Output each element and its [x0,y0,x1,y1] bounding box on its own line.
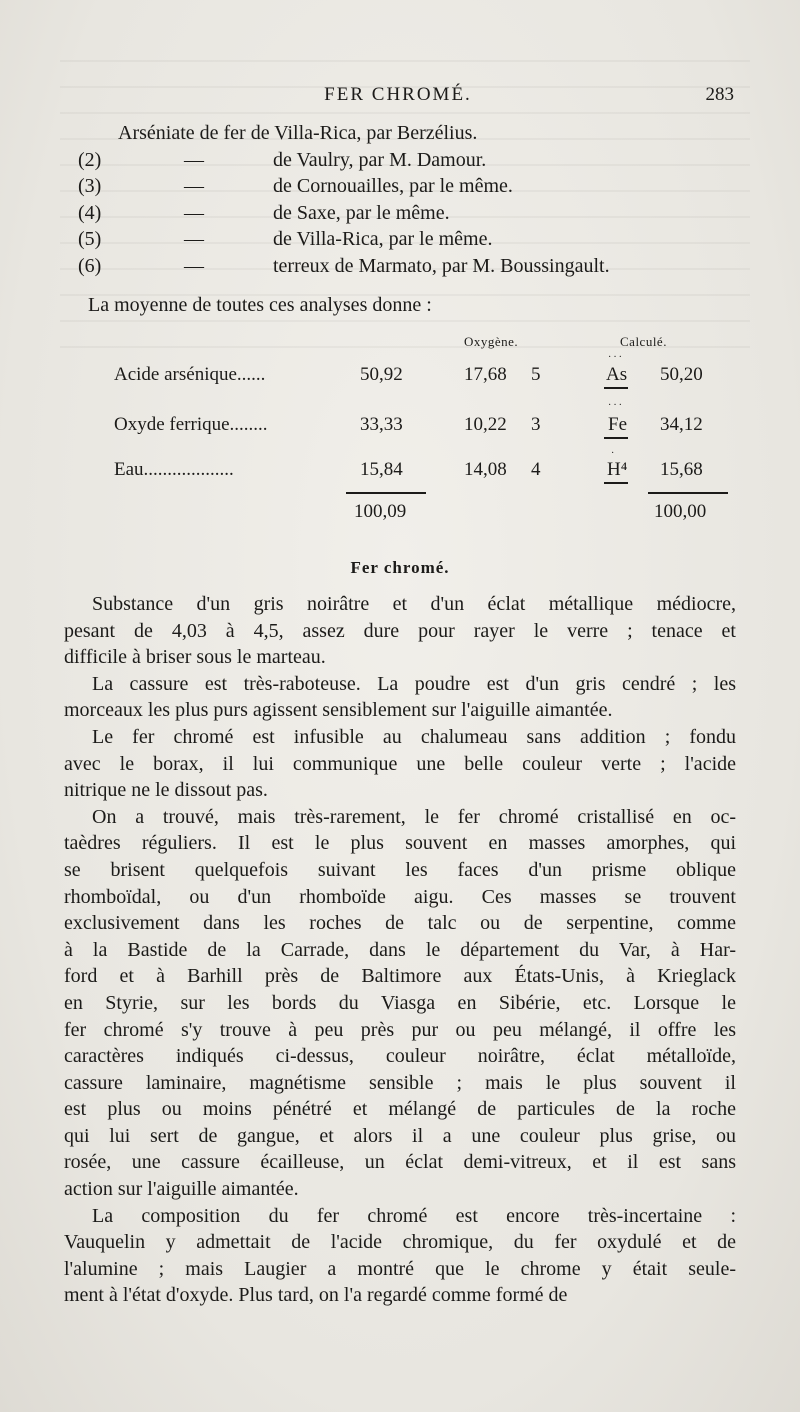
text-line: avec le borax, il lui communique une belle couleur verte ; l'acide [64,752,736,775]
paragraph [64,804,736,1203]
text-line: morceaux les plus purs agissent sensiblement sur l'aiguille aimantée. [64,699,613,722]
text-line: Substance d'un gris noirâtre et d'un éclat métallique médiocre, [92,593,736,615]
calculated-value: 15,68 [660,459,703,480]
ditto-dash: — [184,254,204,277]
text-line: difficile à briser sous le marteau. [64,646,326,669]
page-header [62,84,734,110]
analysis-desc: de Saxe, par le même. [273,201,450,224]
oxygen-ratio: 3 [531,414,541,435]
paragraph [64,1203,736,1309]
ditto-dash: — [184,175,204,197]
oxygen-ratio: 4 [531,459,541,480]
paragraph [64,591,736,671]
text-line: Le fer chromé est infusible au chalumeau sans addition ; fondu [92,725,736,748]
text-line: caractères indiqués ci-dessus, couleur noirâtre, éclat métalloïde, [64,1045,736,1068]
analysis-number: (5) [78,228,102,250]
text-line: cassure laminaire, magnétisme sensible ; mais le plus souvent il [64,1071,736,1094]
text-line: à la Bastide de la Carrade, dans le département du Var, à Har- [64,938,736,961]
analysis-number: (2) [78,148,102,171]
analysis-row [64,120,736,147]
analysis-row [64,253,736,280]
text-line: qui lui sert de gangue, et alors il a une couleur plus grise, ou [64,1124,736,1147]
total-calculated: 100,00 [654,501,707,522]
section-title: Fer chromé. [350,558,450,577]
measured-value: 15,84 [360,459,403,480]
analysis-desc: de Cornouailles, par le même. [273,175,513,197]
analysis-row [64,147,736,174]
analysis-number: (4) [78,201,102,224]
page-number: 283 [705,84,734,105]
text-line: On a trouvé, mais très-rarement, le fer chromé cristallisé en oc- [92,805,736,828]
text-line: se brisent quelquefois suivant les faces d'un prisme oblique [64,858,736,881]
analysis-desc: terreux de Marmato, par M. Boussingault. [273,254,610,277]
text-line: rosée, une cassure écailleuse, un éclat demi-vitreux, et il est sans [64,1151,736,1174]
column-header-calcule: Calculé. [620,334,667,349]
formula-bar [604,437,628,439]
compound-name: Oxyde ferrique........ [114,414,268,435]
formula-dots: · [611,448,617,459]
paragraph [64,724,736,804]
text-line: l'alumine ; mais Laugier a montré que le chrome y était seule- [64,1257,736,1280]
formula-bar [604,387,628,389]
text-line: fer chromé s'y trouve à peu près pur ou peu mélangé, il offre les [64,1018,736,1041]
text-line: en Styrie, sur les bords du Viasga en Sibérie, etc. Lorsque le [64,991,736,1014]
sum-rule [346,492,426,494]
measured-value: 33,33 [360,414,403,435]
analysis-desc: de Villa-Rica, par le même. [273,228,493,250]
oxygen-value: 10,22 [464,414,507,435]
formula: H⁴ [607,459,628,480]
formula-dots: ··· [608,352,624,363]
formula-dots: ··· [608,400,624,411]
oxygen-value: 14,08 [464,459,507,480]
text-line: taèdres réguliers. Il est le plus souvent en masses amorphes, qui [64,832,736,855]
compound-name: Eau................... [114,459,234,480]
moyenne-intro: La moyenne de toutes ces analyses donne : [88,294,432,316]
measured-value: 50,92 [360,364,403,385]
ditto-dash: — [184,201,204,224]
text-line: pesant de 4,03 à 4,5, assez dure pour rayer le verre ; tenace et [64,619,736,642]
oxygen-ratio: 5 [531,364,541,385]
text-line: est plus ou moins pénétré et mélangé de particules de la roche [64,1098,736,1121]
analysis-number: (6) [78,254,102,277]
formula-bar [604,482,628,484]
analysis-number: (3) [78,175,102,197]
calculated-value: 34,12 [660,414,703,435]
analysis-row [64,173,736,200]
text-line: ford et à Barhill près de Baltimore aux États-Unis, à Krieglack [64,965,736,988]
total-measured: 100,09 [354,501,407,522]
text-line: La cassure est très-raboteuse. La poudre est d'un gris cendré ; les [92,672,736,695]
sum-rule [648,492,728,494]
formula: Fe [608,414,627,435]
text-line: rhomboïdal, ou d'un rhomboïde aigu. Ces masses se trouvent [64,885,736,908]
text-line: action sur l'aiguille aimantée. [64,1178,299,1201]
composition-table [64,330,744,530]
analysis-row [64,200,736,227]
oxygen-value: 17,68 [464,364,507,385]
ditto-dash: — [184,148,204,171]
text-line: exclusivement dans les roches de talc ou de serpentine, comme [64,912,736,935]
compound-name: Acide arsénique...... [114,364,266,385]
analysis-desc: Arséniate de fer de Villa-Rica, par Berzélius. [118,122,478,144]
text-line: nitrique ne le dissout pas. [64,779,268,802]
calculated-value: 50,20 [660,364,703,385]
body-text [64,591,736,1309]
text-line: Vauquelin y admettait de l'acide chromique, du fer oxydulé et de [64,1231,736,1254]
ditto-dash: — [184,228,204,250]
text-line: La composition du fer chromé est encore très-incertaine : [92,1204,736,1227]
analysis-row [64,226,736,253]
analysis-desc: de Vaulry, par M. Damour. [273,148,487,171]
formula: As [606,364,628,385]
column-header-oxygene: Oxygène. [464,334,519,349]
paragraph [64,671,736,724]
text-line: ment à l'état d'oxyde. Plus tard, on l'a regardé comme formé de [64,1284,568,1307]
analysis-list [64,120,736,279]
running-title: FER CHROMÉ. [324,84,472,105]
